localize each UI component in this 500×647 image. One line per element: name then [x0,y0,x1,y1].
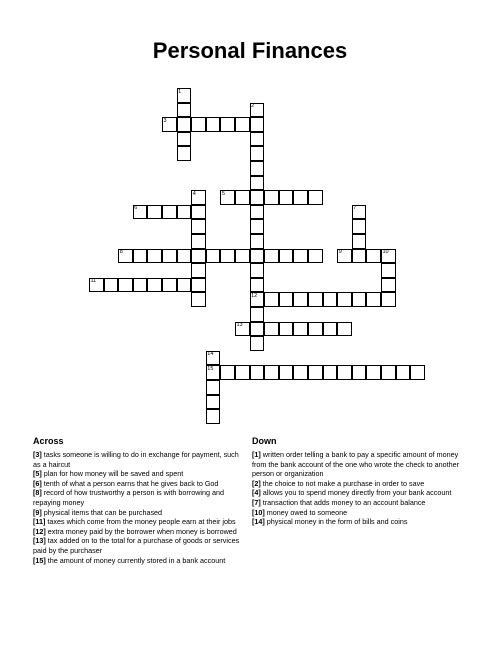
clue-text: plan for how money will be saved and spent [41,469,184,479]
crossword-cell[interactable] [352,234,367,249]
crossword-cell[interactable] [235,365,250,380]
clue-text: extra money paid by the borrower when money is borrowed [45,526,237,536]
crossword-cell[interactable] [104,278,119,293]
clue-text: the choice to not make a purchase in order to save [260,478,425,488]
clue-number-label: [9] [33,507,42,517]
across-clue [33,536,248,555]
crossword-cell[interactable] [323,365,338,380]
crossword-cell[interactable] [250,161,265,176]
crossword-cell[interactable] [352,365,367,380]
crossword-cell[interactable] [250,234,265,249]
clue-number-label: [3] [33,450,42,459]
clue-text: record of how trustworthy a person is with borrowing and repaying money [33,488,224,507]
crossword-cell[interactable] [279,190,294,205]
across-clue-list [33,450,248,565]
crossword-cell[interactable] [250,263,265,278]
clue-number-label: [11] [33,517,46,527]
crossword-cell[interactable] [293,249,308,264]
clue-text: tenth of what a person earns that he gives back to God [41,478,219,488]
crossword-cell[interactable] [323,292,338,307]
crossword-cell[interactable] [250,322,265,337]
crossword-cell[interactable] [177,132,192,147]
down-clue [252,488,467,498]
clue-text: money owed to someone [264,507,348,517]
clue-number-label: [10] [252,507,265,517]
clue-number-label: [7] [252,497,261,507]
crossword-cell[interactable] [177,117,192,132]
crossword-cell[interactable] [250,176,265,191]
clue-number-label: [12] [33,526,46,536]
crossword-cell[interactable] [308,190,323,205]
crossword-cell[interactable] [177,146,192,161]
clue-number: 14 [207,351,214,358]
clue-number: 6 [134,205,138,212]
crossword-cell[interactable] [206,395,221,410]
clue-number: 4 [192,190,196,197]
clue-number-label: [1] [252,450,261,459]
crossword-cell[interactable] [235,190,250,205]
crossword-cell[interactable] [279,365,294,380]
clue-text: tax added on to the total for a purchase of goods or services paid by the purchaser [33,536,240,555]
crossword-cell[interactable] [279,292,294,307]
crossword-cell[interactable] [366,292,381,307]
crossword-cell[interactable] [250,365,265,380]
crossword-cell[interactable] [337,322,352,337]
across-clue [33,556,248,566]
crossword-cell[interactable] [133,278,148,293]
across-clue [33,517,248,527]
crossword-cell[interactable] [352,292,367,307]
crossword-cell[interactable] [220,249,235,264]
crossword-cell[interactable] [191,278,206,293]
crossword-cell[interactable] [191,292,206,307]
clue-number: 8 [119,249,123,256]
clue-number: 13 [236,322,243,329]
across-clue [33,450,248,469]
crossword-cell[interactable] [250,205,265,220]
crossword-cell[interactable] [250,146,265,161]
across-clue [33,469,248,479]
crossword-cell[interactable] [191,234,206,249]
crossword-cell[interactable] [264,322,279,337]
crossword-cell[interactable] [352,219,367,234]
crossword-cell[interactable] [177,103,192,118]
crossword-cell[interactable] [381,365,396,380]
crossword-cell[interactable] [177,249,192,264]
crossword-cell[interactable] [308,249,323,264]
crossword-cell[interactable] [250,132,265,147]
clue-number-label: [15] [33,555,46,565]
clue-number: 12 [251,292,258,299]
crossword-cell[interactable] [352,249,367,264]
clue-number: 2 [251,103,255,110]
crossword-cell[interactable] [147,249,162,264]
clue-text: the amount of money currently stored in a bank account [45,555,226,565]
clue-number-label: [2] [252,478,261,488]
clue-text: allows you to spend money directly from your bank account [260,488,452,498]
crossword-cell[interactable] [162,278,177,293]
crossword-cell[interactable] [191,205,206,220]
crossword-cell[interactable] [337,365,352,380]
crossword-cell[interactable] [206,117,221,132]
crossword-cell[interactable] [250,249,265,264]
crossword-cell[interactable] [381,263,396,278]
clue-number: 15 [207,365,214,372]
clue-number: 7 [353,205,357,212]
crossword-cell[interactable] [191,219,206,234]
clue-number: 10 [382,249,389,256]
crossword-cell[interactable] [396,365,411,380]
crossword-cell[interactable] [206,380,221,395]
crossword-cell[interactable] [206,409,221,424]
clue-number: 5 [221,190,225,197]
across-clue [33,508,248,518]
crossword-cell[interactable] [250,278,265,293]
crossword-cell[interactable] [308,292,323,307]
crossword-cell[interactable] [206,249,221,264]
clue-text: written order telling a bank to pay a specific amount of money from the bank account of the one who wrote the check to another person or organization [252,450,459,479]
crossword-cell[interactable] [366,249,381,264]
crossword-cell[interactable] [264,249,279,264]
crossword-cell[interactable] [250,219,265,234]
crossword-cell[interactable] [162,249,177,264]
crossword-cell[interactable] [279,249,294,264]
down-clue [252,508,467,518]
crossword-cell[interactable] [250,190,265,205]
crossword-cell[interactable] [220,365,235,380]
crossword-cell[interactable] [235,249,250,264]
clue-number-label: [14] [252,517,265,527]
crossword-cell[interactable] [337,292,352,307]
crossword-cell[interactable] [293,365,308,380]
crossword-cell[interactable] [293,190,308,205]
down-heading: Down [252,436,277,446]
clue-number: 1 [178,88,182,95]
across-heading: Across [33,436,64,446]
crossword-cell[interactable] [264,190,279,205]
crossword-cell[interactable] [264,365,279,380]
crossword-cell[interactable] [279,322,294,337]
down-clue [252,450,467,479]
clue-number-label: [5] [33,469,42,479]
crossword-cell[interactable] [250,117,265,132]
clue-number-label: [8] [33,488,42,498]
crossword-cell[interactable] [381,278,396,293]
crossword-cell[interactable] [410,365,425,380]
crossword-cell[interactable] [250,307,265,322]
down-clue-list [252,450,467,527]
crossword-cell[interactable] [220,117,235,132]
crossword-cell[interactable] [191,263,206,278]
clue-text: taxes which come from the money people earn at their jobs [45,517,236,527]
down-clue [252,479,467,489]
crossword-cell[interactable] [235,117,250,132]
crossword-cell[interactable] [133,249,148,264]
down-clue [252,517,467,527]
clue-number: 11 [90,278,97,285]
crossword-cell[interactable] [147,205,162,220]
crossword-cell[interactable] [191,249,206,264]
clue-number-label: [6] [33,478,42,488]
crossword-cell[interactable] [250,336,265,351]
clue-text: tasks someone is willing to do in exchange for payment, such as a haircut [33,450,239,469]
across-clue [33,488,248,507]
crossword-cell[interactable] [308,365,323,380]
crossword-cell[interactable] [381,292,396,307]
clue-text: physical money in the form of bills and coins [264,517,408,527]
down-clue [252,498,467,508]
crossword-cell[interactable] [191,117,206,132]
crossword-cell[interactable] [264,292,279,307]
crossword-cell[interactable] [366,365,381,380]
crossword-cell[interactable] [162,205,177,220]
across-clue [33,479,248,489]
crossword-cell[interactable] [323,322,338,337]
crossword-cell[interactable] [293,292,308,307]
clue-number-label: [13] [33,536,46,546]
clue-text: physical items that can be purchased [41,507,163,517]
page-title: Personal Finances [152,38,348,63]
crossword-cell[interactable] [147,278,162,293]
clue-number-label: [4] [252,488,261,498]
clue-text: transaction that adds money to an account balance [260,497,426,507]
crossword-cell[interactable] [177,278,192,293]
crossword-cell[interactable] [293,322,308,337]
crossword-cell[interactable] [118,278,133,293]
crossword-cell[interactable] [177,205,192,220]
clue-number: 9 [338,249,342,256]
across-clue [33,527,248,537]
crossword-cell[interactable] [308,322,323,337]
clue-number: 3 [163,117,167,124]
